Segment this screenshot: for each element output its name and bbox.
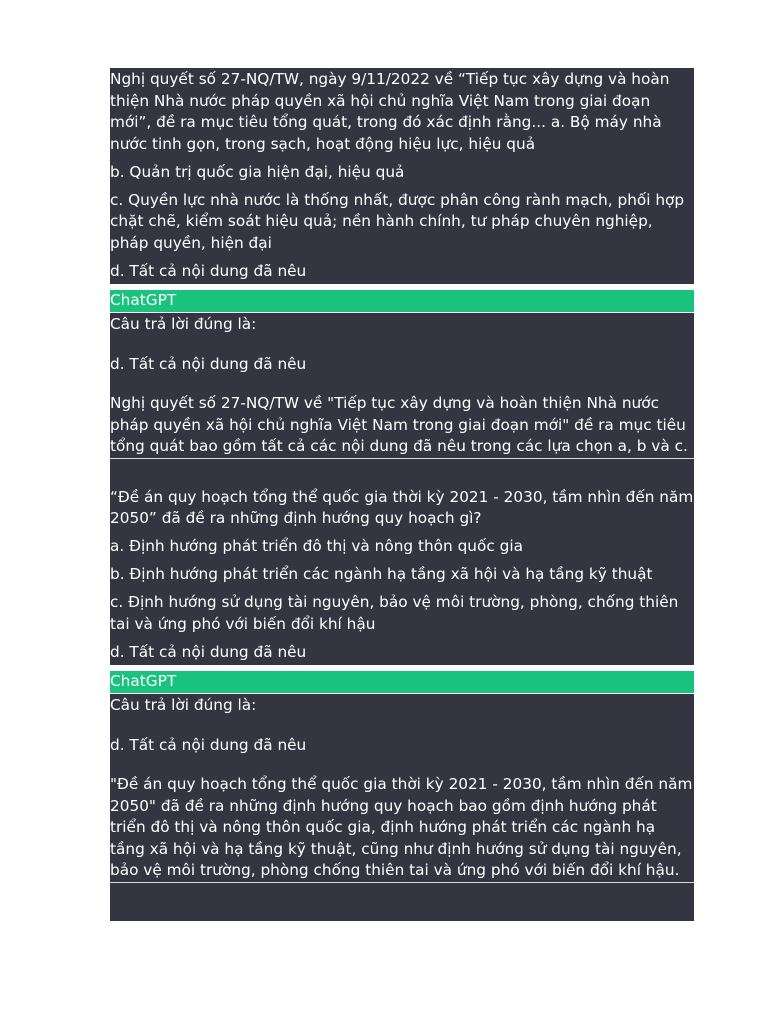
bottom-spacer [110,883,694,921]
option-a: a. Định hướng phát triển đô thị và nông thôn quốc gia [110,537,523,555]
answer-explanation: Nghị quyết số 27-NQ/TW về "Tiếp tục xây dựng và hoàn thiện Nhà nước pháp quyền xã hội chủ nghĩa Việt Nam trong giai đoạn mới" đề ra mục tiêu tổng quát bao gồm tất cả các nội dung đã nêu trong các lựa chọn a, b và c. [110,394,688,455]
document-column [110,68,694,921]
option-b: b. Quản trị quốc gia hiện đại, hiệu quả [110,162,405,181]
option-d: d. Tất cả nội dung đã nêu [110,261,307,280]
answer-choice: d. Tất cả nội dung đã nêu [110,735,307,754]
option-c: c. Quyền lực nhà nước là thống nhất, được phân công rành mạch, phối hợp chặt chẽ, kiểm soát hiệu quả; nền hành chính, tư pháp chuyên nghiệp, pháp quyền, hiện đại [110,190,685,252]
option-d: d. Tất cả nội dung đã nêu [110,642,307,661]
question-block-1 [110,68,694,284]
answer-intro: Câu trả lời đúng là: [110,315,257,333]
chatgpt-label-bar: ChatGPT [110,671,694,694]
question-block-2 [110,459,694,666]
question-text: Nghị quyết số 27-NQ/TW, ngày 9/11/2022 về “Tiếp tục xây dựng và hoàn thiện Nhà nước pháp quyền xã hội chủ nghĩa Việt Nam trong giai đoạn mới”, đề ra mục tiêu tổng quát, trong đó xác định rằng... a. Bộ máy nhà nước tinh gọn, trong sạch, hoạt động hiệu lực, hiệu quả [110,70,670,153]
question-text: “Đề án quy hoạch tổng thể quốc gia thời kỳ 2021 - 2030, tầm nhìn đến năm 2050” đã đề ra những định hướng quy hoạch gì? [110,487,694,527]
answer-intro: Câu trả lời đúng là: [110,696,257,714]
answer-block-2 [110,694,694,883]
answer-choice: d. Tất cả nội dung đã nêu [110,354,307,373]
chatgpt-label-bar: ChatGPT [110,290,694,313]
option-c: c. Định hướng sử dụng tài nguyên, bảo vệ môi trường, phòng, chống thiên tai và ứng phó với biến đổi khí hậu [110,593,679,633]
answer-explanation: "Đề án quy hoạch tổng thể quốc gia thời kỳ 2021 - 2030, tầm nhìn đến năm 2050" đã đề ra những định hướng quy hoạch bao gồm định hướng phát triển đô thị và nông thôn quốc gia, định hướng phát triển các ngành hạ tầng xã hội và hạ tầng kỹ thuật, cũng như định hướng sử dụng tài nguyên, bảo vệ môi trường, phòng chống thiên tai và ứng phó với biến đổi khí hậu. [110,775,693,879]
answer-block-1 [110,313,694,459]
option-b: b. Định hướng phát triển các ngành hạ tầng xã hội và hạ tầng kỹ thuật [110,565,653,583]
